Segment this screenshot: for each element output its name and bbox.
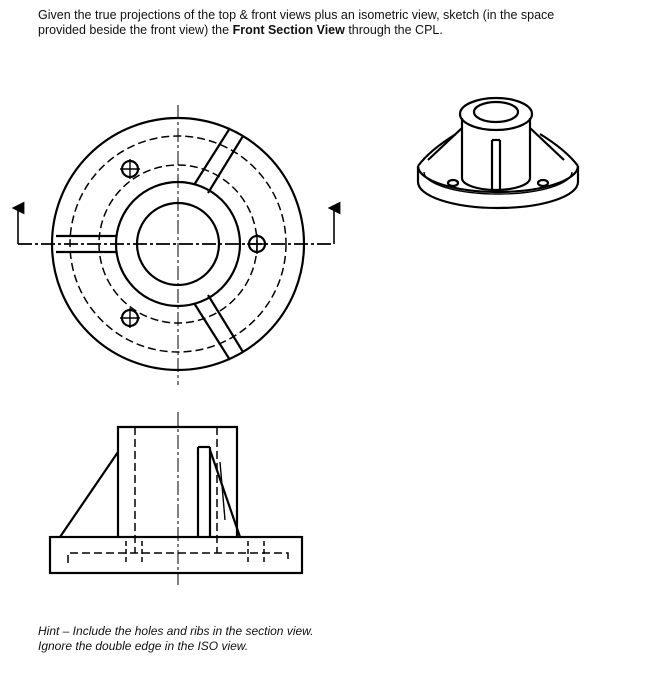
front-view <box>50 412 302 585</box>
instructions-text-before: Given the true projections of the top & front views plus an isometric view, sketch (in the space provided beside the front view) the <box>38 8 555 37</box>
rib-lower-right <box>194 295 243 360</box>
iso-rib-right <box>530 128 564 160</box>
left-rib-edge <box>60 452 118 537</box>
iso-hole-left <box>448 180 458 186</box>
iso-hole-right <box>538 180 548 186</box>
bolt-hole-hidden-lines <box>126 541 264 563</box>
bolt-hole-lower-left <box>120 308 140 328</box>
instructions-emphasis: Front Section View <box>232 23 345 37</box>
hint <box>38 624 438 654</box>
instructions-text-after: through the CPL. <box>344 23 443 37</box>
right-rib <box>198 447 240 537</box>
hint-line-2: Ignore the double edge in the ISO view. <box>38 639 249 653</box>
iso-rib-front <box>492 140 500 190</box>
iso-rib-left <box>428 128 462 160</box>
hint-line-1: Hint – Include the holes and ribs in the section view. <box>38 624 314 638</box>
isometric-view <box>418 98 578 208</box>
top-view <box>18 105 334 385</box>
iso-flange-top-front <box>418 166 578 192</box>
iso-hub-bottom <box>462 178 530 190</box>
rib-upper-right <box>194 128 243 193</box>
iso-flange-top-right <box>540 134 578 166</box>
iso-bore <box>474 102 518 122</box>
